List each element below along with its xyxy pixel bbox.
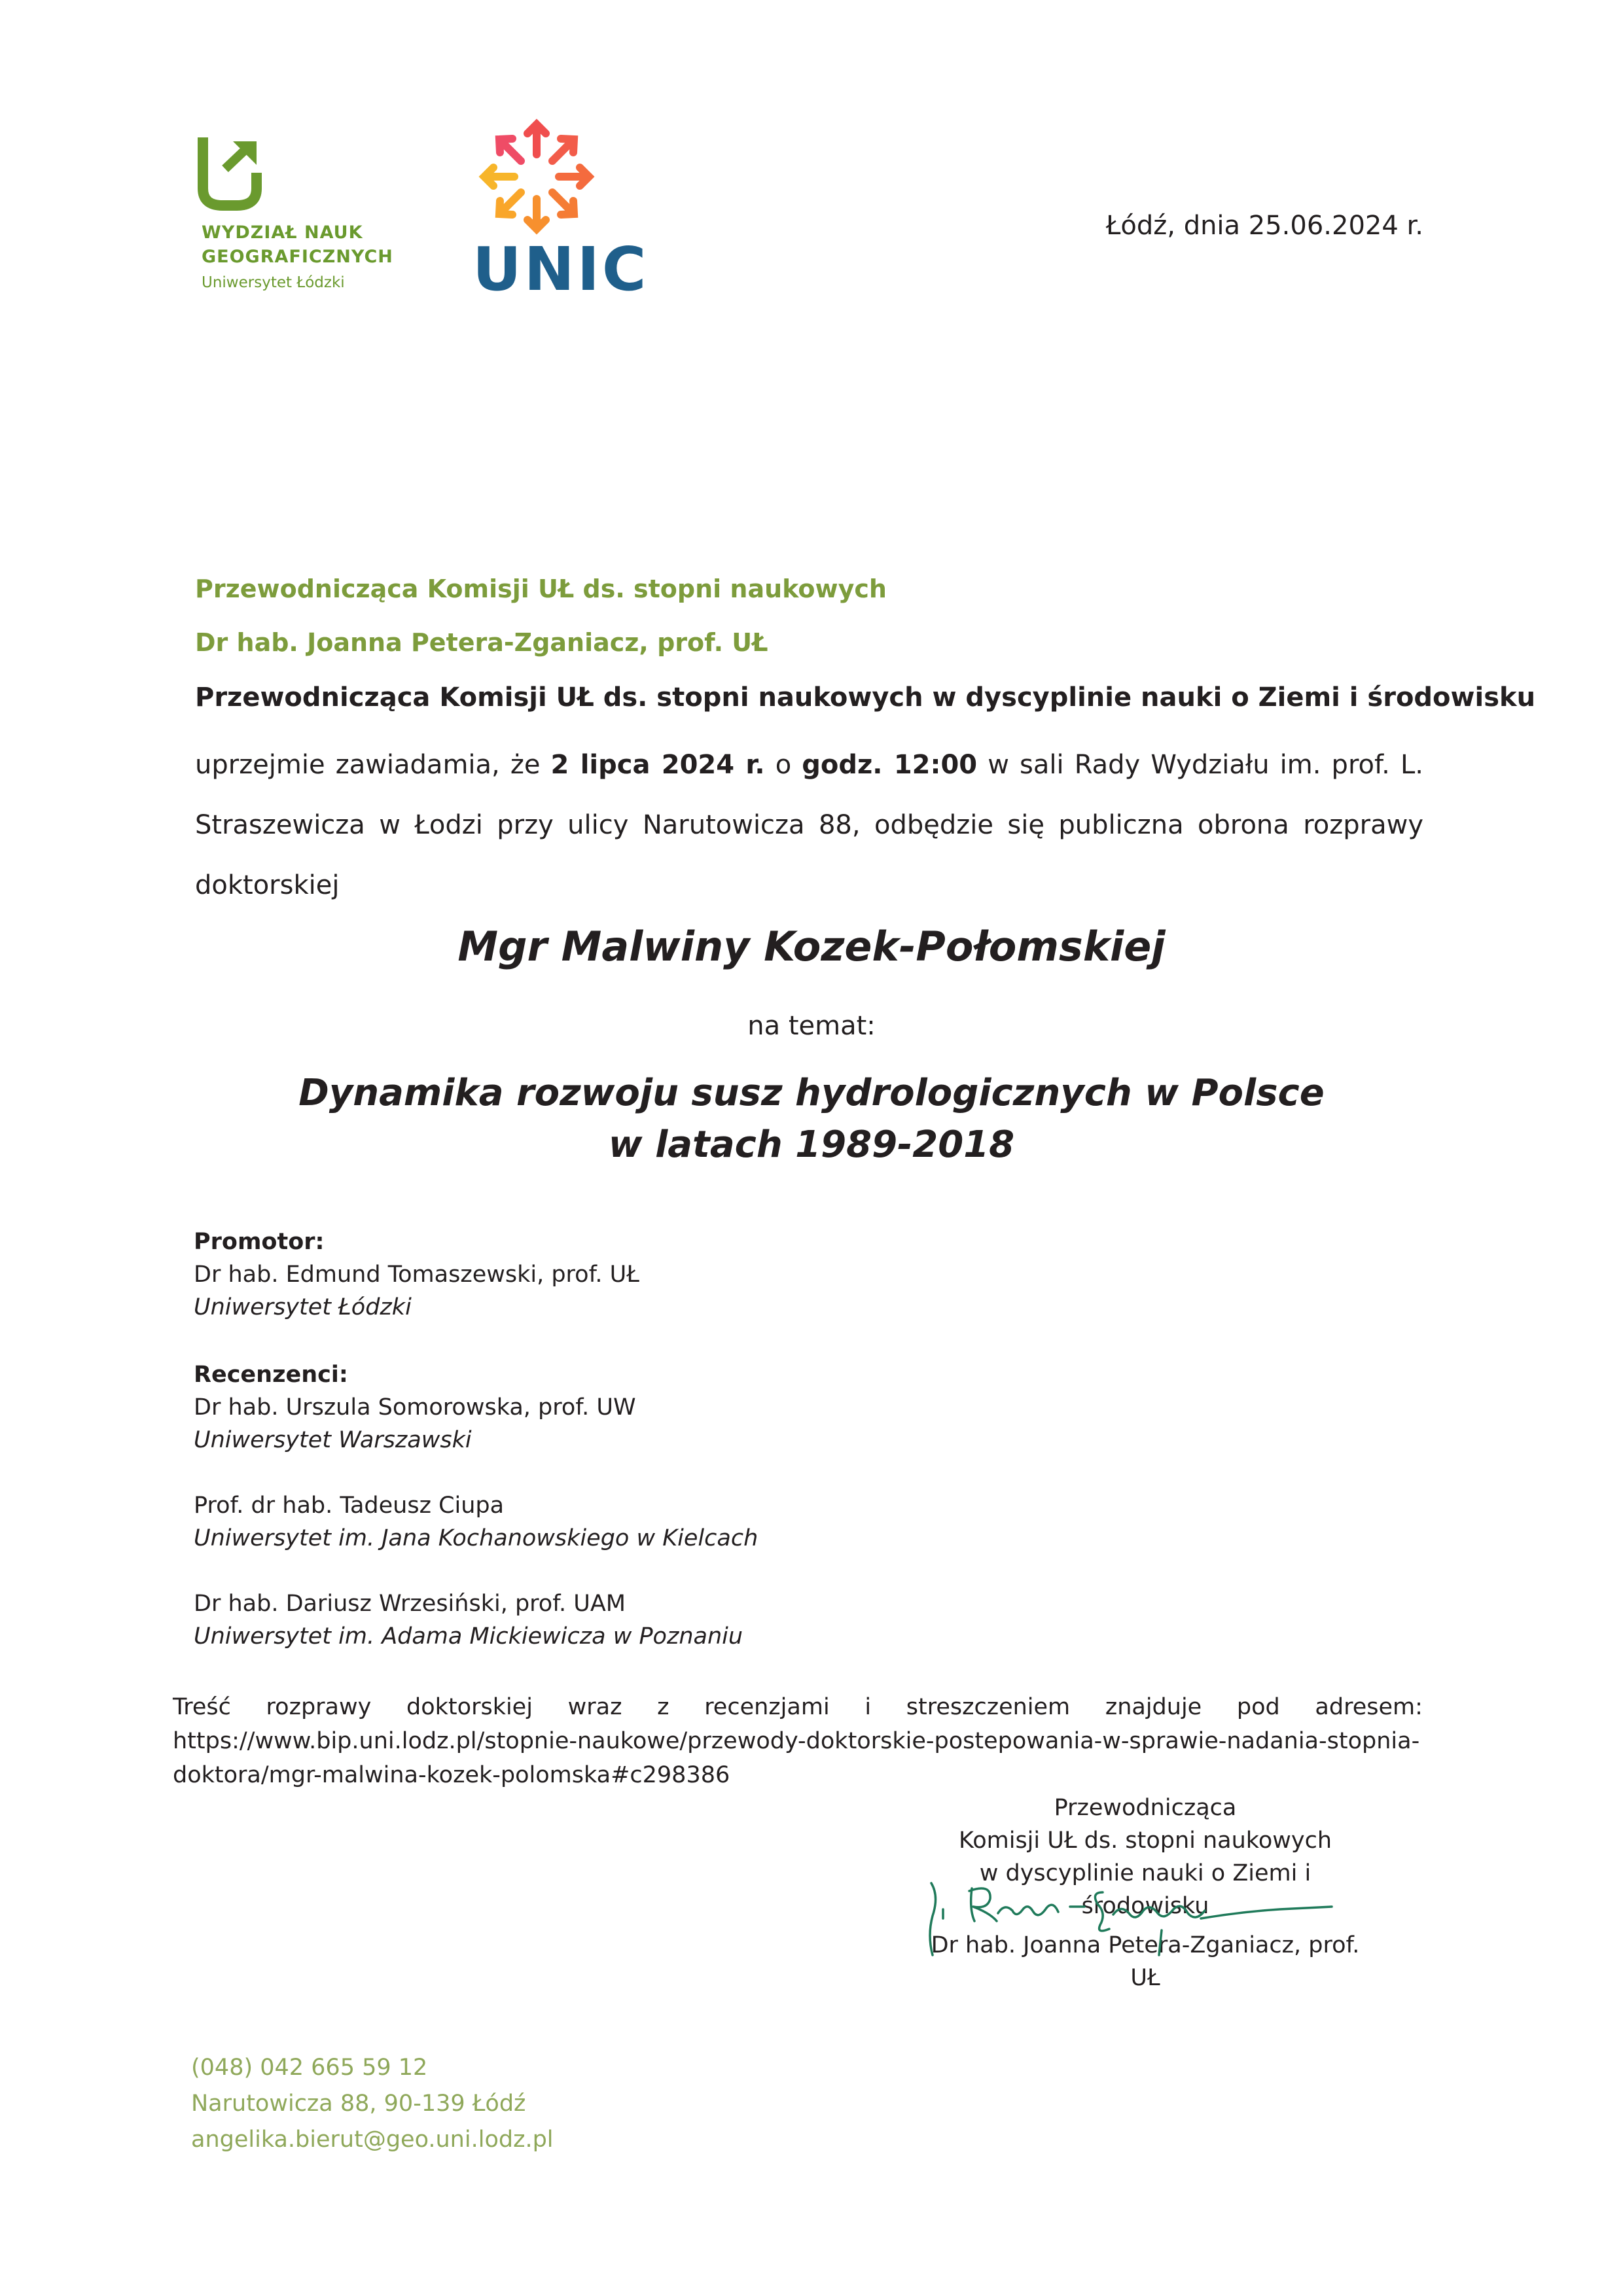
signature-role: Przewodnicząca <box>1054 1795 1237 1821</box>
reviewer-institution: Uniwersytet im. Jana Kochanowskiego w Kielcach <box>194 1525 758 1551</box>
word: wraz <box>567 1694 622 1720</box>
announcement-part2: o <box>764 750 802 780</box>
promotor-institution: Uniwersytet Łódzki <box>194 1294 412 1320</box>
word: streszczeniem <box>906 1694 1071 1720</box>
candidate-name: Mgr Malwiny Kozek-Połomskiej <box>457 923 1166 970</box>
dissertation-sentence <box>173 1690 1423 1724</box>
reviewer-name: Dr hab. Dariusz Wrzesiński, prof. UAM <box>194 1591 626 1617</box>
unic-wordmark: UNIC <box>473 234 649 304</box>
word: recenzjami <box>704 1694 830 1720</box>
signature-discipline: w dyscyplinie nauki o Ziemi i środowisku <box>979 1860 1311 1919</box>
chair-title: Przewodnicząca Komisji UŁ ds. stopni naukowych <box>195 574 887 603</box>
reviewer-name: Dr hab. Urszula Somorowska, prof. UW <box>194 1394 636 1421</box>
faculty-logo <box>196 137 393 308</box>
committee-line: Przewodnicząca Komisji UŁ ds. stopni naukowych w dyscyplinie nauki o Ziemi i środowisku <box>195 682 1536 713</box>
word: Treść <box>173 1694 231 1720</box>
dissertation-info <box>173 1690 1423 1792</box>
faculty-name-line1: WYDZIAŁ NAUK <box>202 222 363 243</box>
word: znajduje <box>1105 1694 1202 1720</box>
promotor-label: Promotor: <box>194 1229 325 1255</box>
reviewers-block <box>194 1358 758 1653</box>
word: doktorskiej <box>406 1694 533 1720</box>
faculty-logo-icon <box>196 137 262 211</box>
word: z <box>657 1694 669 1720</box>
contact-address: Narutowicza 88, 90-139 Łódź <box>191 2091 526 2117</box>
dissertation-url-line2: doktora/mgr-malwina-kozek-polomska#c298386 <box>173 1762 730 1788</box>
reviewer-name: Prof. dr hab. Tadeusz Ciupa <box>194 1492 505 1519</box>
announcement-part1: uprzejmie zawiadamia, że <box>195 750 551 780</box>
unic-logo <box>471 118 649 304</box>
contact-phone: (048) 042 665 59 12 <box>191 2055 428 2081</box>
word: rozprawy <box>266 1694 372 1720</box>
unic-sun-icon <box>478 118 596 236</box>
reviewer-institution: Uniwersytet im. Adama Mickiewicza w Poznaniu <box>194 1623 743 1650</box>
word: pod <box>1236 1694 1280 1720</box>
reviewers-label: Recenzenci: <box>194 1362 348 1388</box>
faculty-name-line2: GEOGRAFICZNYCH <box>202 247 393 267</box>
signature-committee: Komisji UŁ ds. stopni naukowych <box>959 1828 1332 1854</box>
word: i <box>865 1694 872 1720</box>
thesis-title-line2: w latach 1989-2018 <box>608 1123 1015 1166</box>
promotor-name: Dr hab. Edmund Tomaszewski, prof. UŁ <box>194 1262 639 1288</box>
defense-time: godz. 12:00 <box>802 750 978 780</box>
defense-date: 2 lipca 2024 r. <box>550 750 765 780</box>
announcement-part3: w sali Rady Wydziału im. prof. L. Straszewicza w Łodzi przy ulicy Narutowicza 88, odbędzie się publiczna obrona rozprawy doktorskiej <box>195 750 1423 900</box>
chair-name: Dr hab. Joanna Petera-Zganiacz, prof. UŁ <box>195 628 768 657</box>
reviewer-institution: Uniwersytet Warszawski <box>194 1427 472 1453</box>
word: adresem: <box>1315 1694 1423 1720</box>
announcement-paragraph <box>195 735 1423 915</box>
handwritten-signature <box>913 1870 1371 1962</box>
topic-label: na temat: <box>747 1011 876 1041</box>
signature-name: Dr hab. Joanna Petera-Zganiacz, prof. UŁ <box>931 1932 1360 1991</box>
faculty-university: Uniwersytet Łódzki <box>202 274 345 291</box>
promotor-block <box>194 1226 639 1324</box>
date-line: Łódź, dnia 25.06.2024 r. <box>1105 211 1423 241</box>
dissertation-url-line1: https://www.bip.uni.lodz.pl/stopnie-naukowe/przewody-doktorskie-postepowania-w-sprawie-nadania-stopnia- <box>173 1728 1420 1754</box>
thesis-title-line1: Dynamika rozwoju susz hydrologicznych w Polsce <box>298 1072 1325 1114</box>
contact-email: angelika.bierut@geo.uni.lodz.pl <box>191 2127 554 2153</box>
